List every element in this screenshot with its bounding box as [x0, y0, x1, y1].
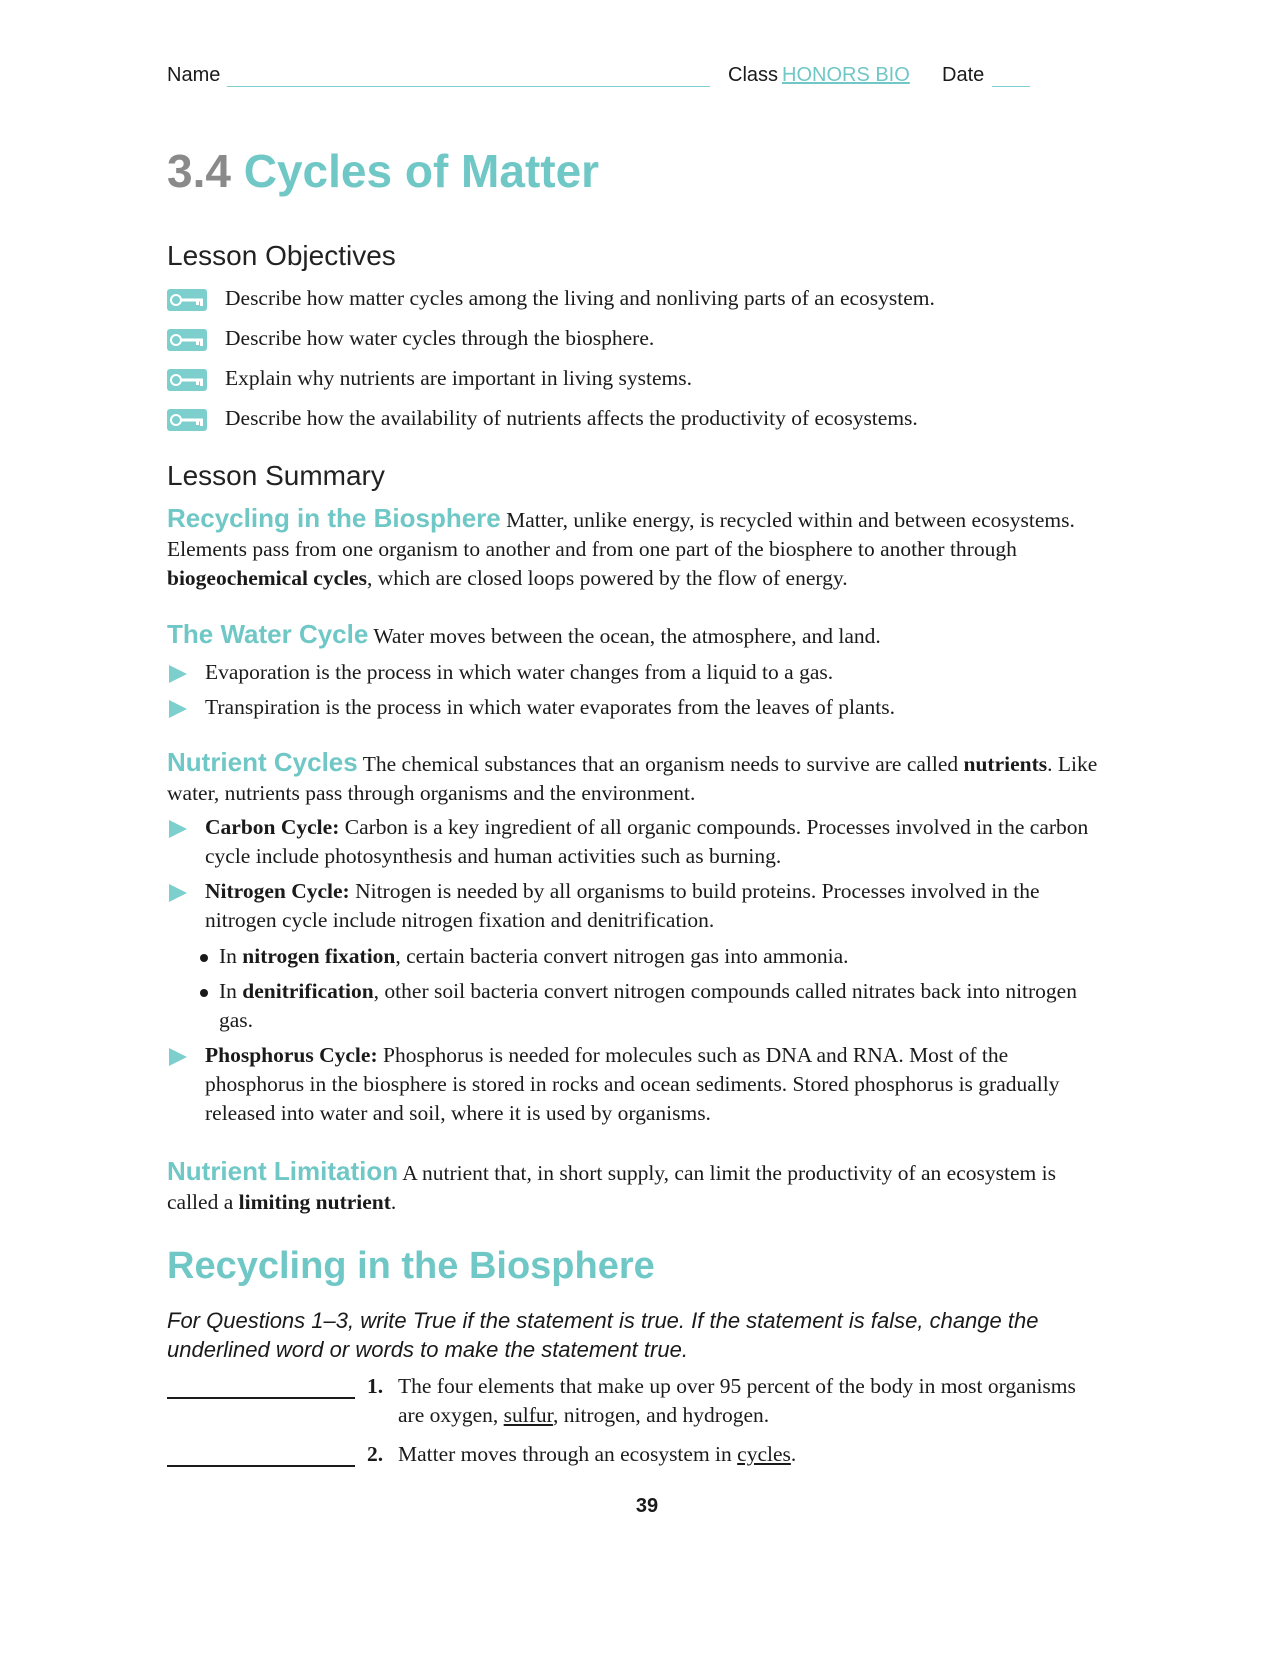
class-label: Class	[728, 64, 779, 86]
objective-item	[167, 406, 1127, 434]
bullet-item: Carbon Cycle: Carbon is a key ingredient of all organic compounds. Processes involved in the carbon cycle include photosynthesis and human activities such as burning.	[167, 813, 1102, 871]
sub-bullet-item: In nitrogen fixation, certain bacteria convert nitrogen gas into ammonia.	[197, 942, 1102, 971]
section-heading: Recycling in the Biosphere	[167, 1245, 655, 1287]
key-icon	[167, 369, 207, 391]
question-number: 2.	[367, 1442, 384, 1466]
answer-blank[interactable]	[167, 1465, 355, 1467]
underlined-word: cycles	[737, 1442, 791, 1466]
header-line	[167, 64, 1127, 92]
nutrient-lead: Nutrient Cycles	[167, 747, 358, 777]
page-title	[167, 144, 599, 198]
title-number: 3.4	[167, 145, 231, 197]
sub-bullet-item: In denitrification, other soil bacteria convert nitrogen compounds called nitrates back into nitrogen gas.	[197, 977, 1102, 1035]
bullet-item: Nitrogen Cycle: Nitrogen is needed by all organisms to build proteins. Processes involved in the nitrogen cycle include nitrogen fixation and denitrification.	[167, 877, 1102, 935]
objective-item	[167, 286, 1127, 314]
class-value: HONORS BIO	[782, 64, 910, 86]
triangle-bullet-icon	[169, 700, 187, 718]
question-text: The four elements that make up over 95 percent of the body in most organisms are oxygen, sulfur, nitrogen, and hydrogen.	[398, 1374, 1076, 1427]
recycling-paragraph: Recycling in the Biosphere Matter, unlike energy, is recycled within and between ecosystems. Elements pass from one organism to another and from one part of the biosphere to another through biogeochemical cycles, which are closed loops powered by the flow of energy.	[167, 503, 1075, 590]
summary-heading: Lesson Summary	[167, 460, 385, 491]
key-icon	[167, 409, 207, 431]
objectives-heading: Lesson Objectives	[167, 240, 396, 271]
objective-text: Describe how water cycles through the biosphere.	[225, 326, 655, 350]
question-text: Matter moves through an ecosystem in cycles.	[398, 1442, 797, 1466]
objective-item	[167, 326, 1127, 354]
name-field-line[interactable]	[227, 86, 710, 87]
dot-bullet-icon	[200, 954, 208, 962]
triangle-bullet-icon	[169, 820, 187, 838]
answer-blank[interactable]	[167, 1397, 355, 1399]
objective-item	[167, 366, 1127, 394]
instructions: For Questions 1–3, write True if the statement is true. If the statement is false, change the underlined word or words to make the statement true.	[167, 1308, 1039, 1362]
objective-text: Describe how the availability of nutrients affects the productivity of ecosystems.	[225, 406, 918, 430]
limitation-paragraph: Nutrient Limitation A nutrient that, in short supply, can limit the productivity of an ecosystem is called a limiting nutrient.	[167, 1156, 1056, 1214]
date-label: Date	[942, 64, 985, 86]
bullet-item: Phosphorus Cycle: Phosphorus is needed for molecules such as DNA and RNA. Most of the phosphorus in the biosphere is stored in rocks and ocean sediments. Stored phosphorus is gradually released into water and soil, where it is used by organisms.	[167, 1041, 1102, 1128]
triangle-bullet-icon	[169, 884, 187, 902]
key-icon	[167, 329, 207, 351]
limitation-lead: Nutrient Limitation	[167, 1156, 399, 1186]
date-field-line[interactable]	[992, 86, 1030, 87]
triangle-bullet-icon	[169, 665, 187, 683]
bullet-item: Transpiration is the process in which water evaporates from the leaves of plants.	[167, 693, 1102, 722]
nutrient-paragraph: Nutrient Cycles The chemical substances that an organism needs to survive are called nutrients. Like water, nutrients pass through organisms and the environment.	[167, 747, 1098, 805]
key-term: denitrification	[242, 979, 374, 1003]
nitrogen-label: Nitrogen Cycle:	[205, 879, 350, 903]
bullet-item: Evaporation is the process in which water changes from a liquid to a gas.	[167, 658, 1102, 687]
triangle-bullet-icon	[169, 1048, 187, 1066]
water-paragraph: The Water Cycle Water moves between the ocean, the atmosphere, and land.	[167, 619, 881, 649]
recycling-lead: Recycling in the Biosphere	[167, 503, 501, 533]
page-number: 39	[635, 1495, 659, 1517]
carbon-label: Carbon Cycle:	[205, 815, 340, 839]
key-term: biogeochemical cycles	[167, 566, 368, 590]
underlined-word: sulfur	[503, 1403, 553, 1427]
key-icon	[167, 289, 207, 311]
water-lead: The Water Cycle	[167, 619, 369, 649]
question-number: 1.	[367, 1374, 384, 1398]
key-term: nitrogen fixation	[242, 944, 396, 968]
objective-text: Describe how matter cycles among the living and nonliving parts of an ecosystem.	[225, 286, 935, 310]
name-label: Name	[167, 64, 221, 86]
key-term: limiting nutrient	[238, 1190, 391, 1214]
title-text: Cycles of Matter	[243, 145, 600, 197]
dot-bullet-icon	[200, 989, 208, 997]
objective-text: Explain why nutrients are important in living systems.	[225, 366, 692, 390]
key-term: nutrients	[963, 752, 1048, 776]
phosphorus-label: Phosphorus Cycle:	[205, 1043, 378, 1067]
